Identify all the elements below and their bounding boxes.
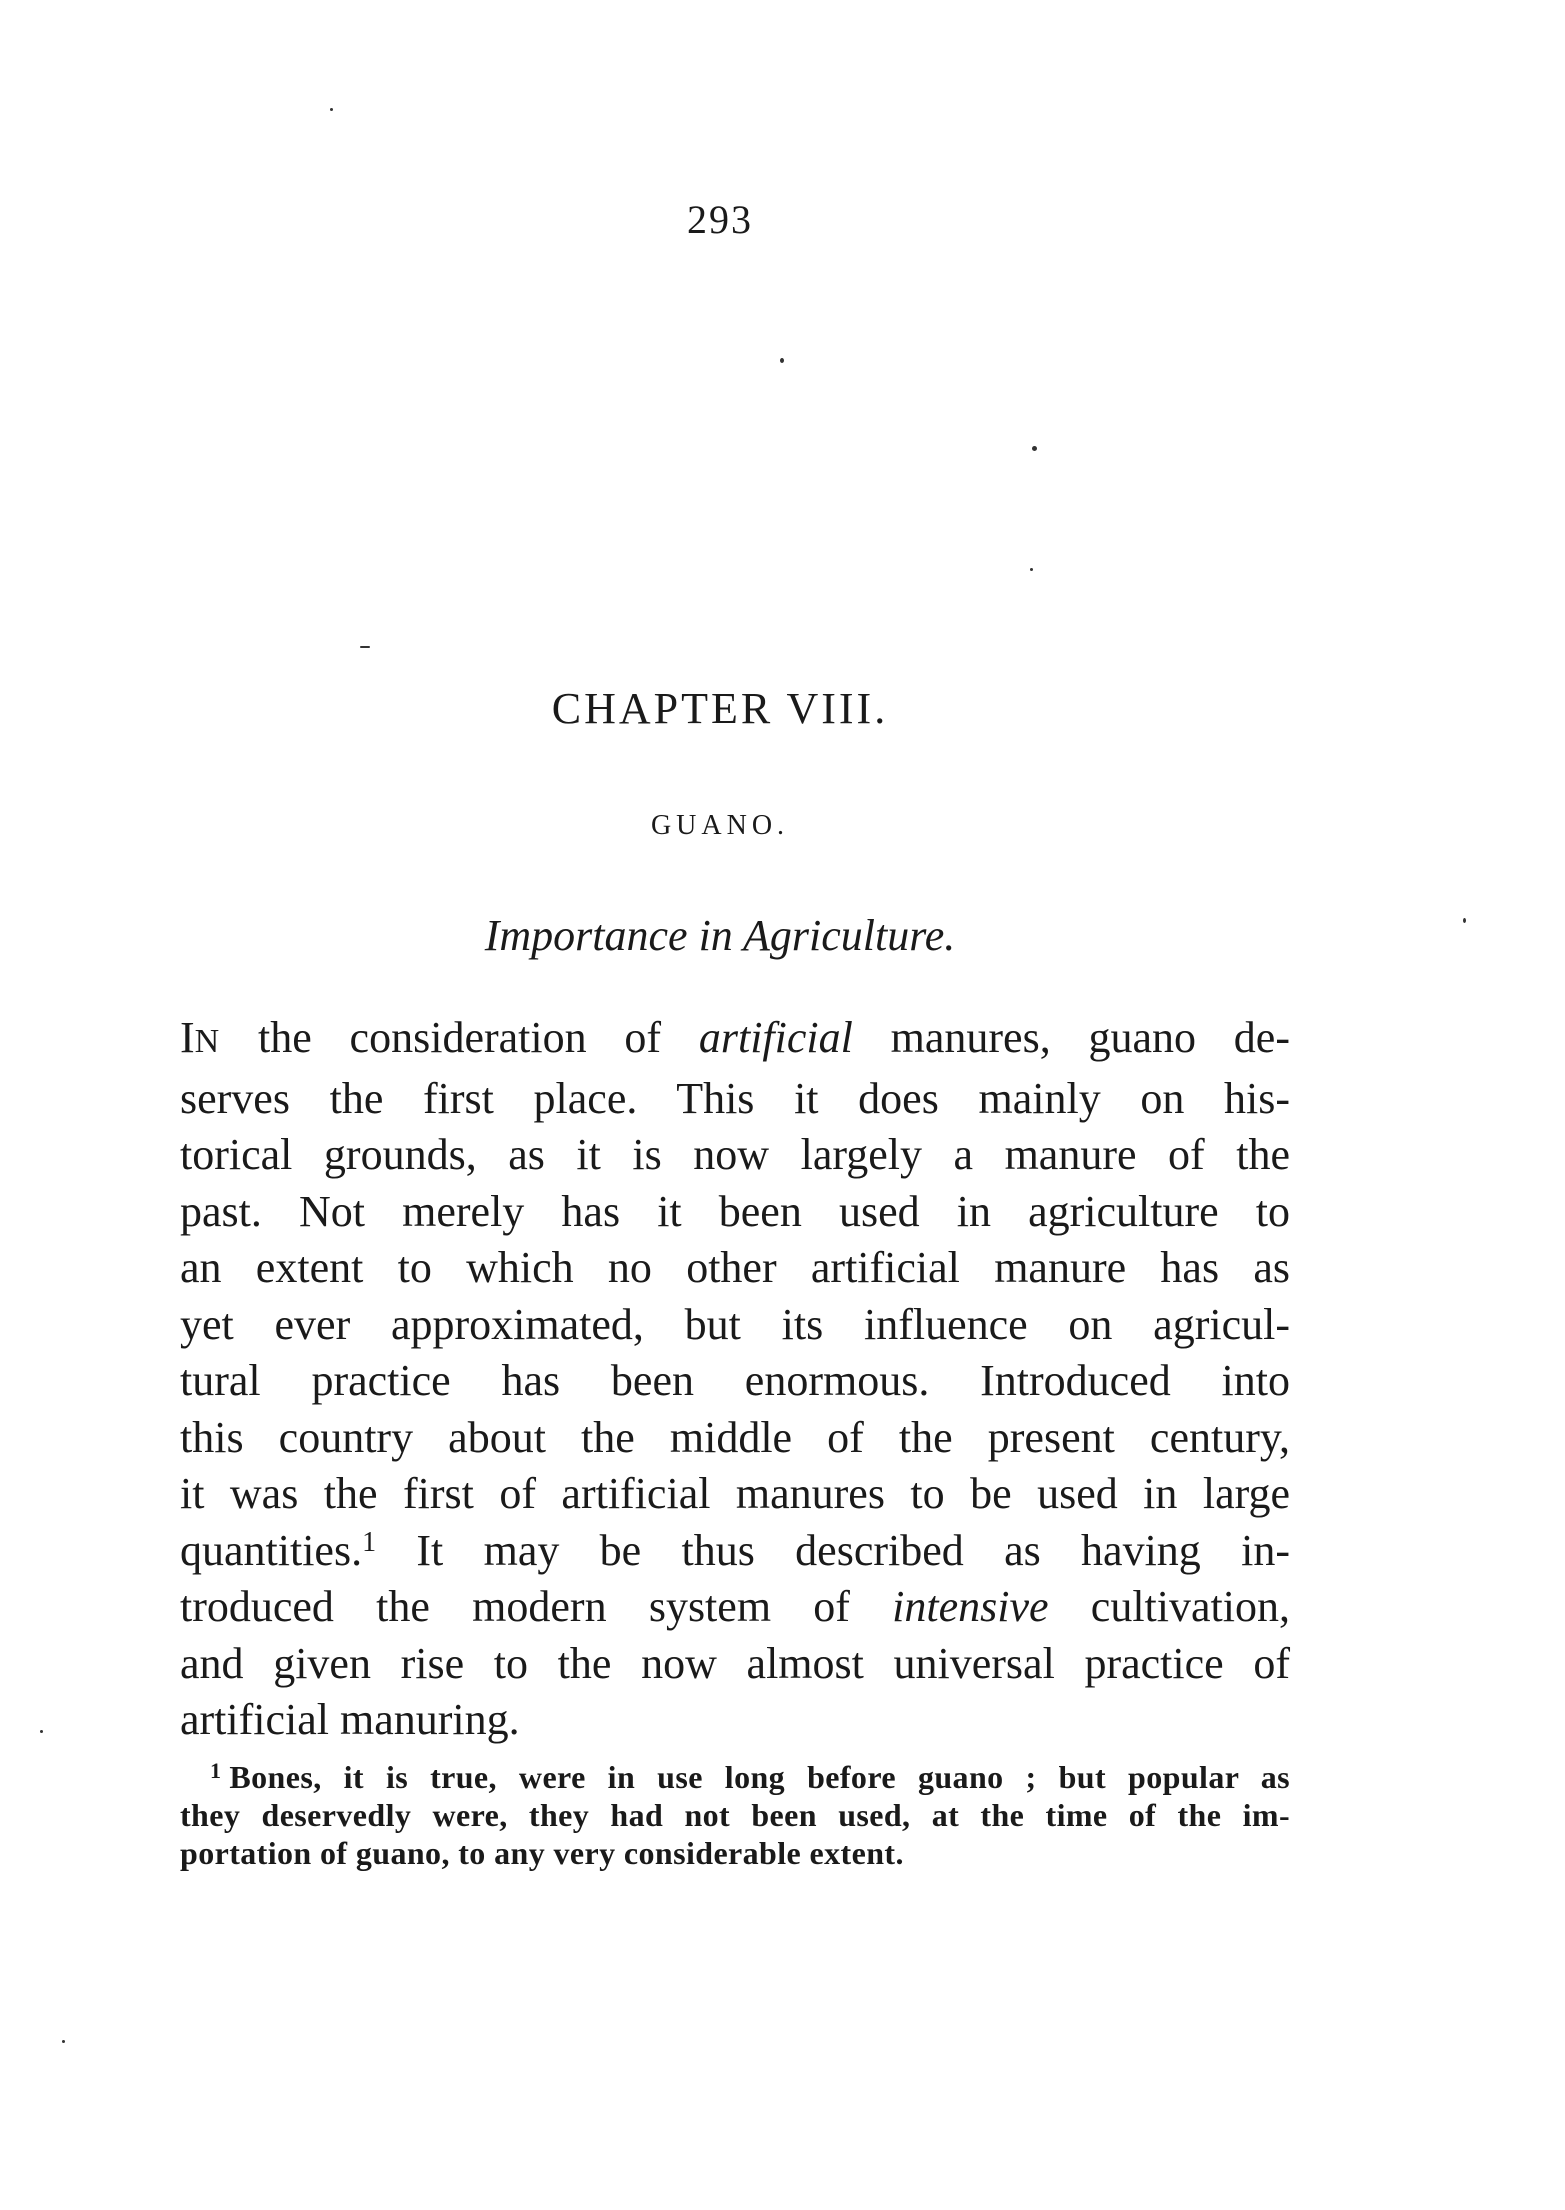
footnote-line: portation of guano, to any very considerable extent.: [180, 1835, 904, 1871]
body-paragraph: [180, 1010, 1290, 1749]
emphasis-text: intensive: [892, 1582, 1049, 1631]
footnote-line: [180, 1758, 1290, 1796]
body-line: and given rise to the now almost universal practice of: [180, 1638, 1290, 1688]
body-line: tural practice has been enormous. Introduced into: [180, 1356, 1290, 1405]
body-line: torical grounds, as it is now largely a manure of the: [180, 1130, 1290, 1179]
dropcap-rest: N: [194, 1023, 221, 1060]
body-line: serves the first place. This it does mainly on his-: [180, 1073, 1290, 1123]
body-line: [180, 1523, 1290, 1580]
body-line: an extent to which no other artificial manure has as: [180, 1243, 1290, 1292]
footnote-mark: 1: [210, 1758, 222, 1783]
scan-speck: [1463, 918, 1466, 923]
scan-speck: [1032, 446, 1037, 451]
emphasis-text: artificial: [698, 1013, 853, 1062]
footnote: [180, 1758, 1290, 1872]
footnote-line: they deservedly were, they had not been used, at the time of the im-: [180, 1797, 1290, 1833]
body-line: [180, 1579, 1290, 1636]
footnote-reference: 1: [362, 1526, 377, 1558]
scan-speck: [1030, 568, 1033, 571]
body-line: yet ever approximated, but its influence on agricul-: [180, 1299, 1290, 1349]
footnote-line-text: Bones, it is true, were in use long before guano ; but popular as: [229, 1759, 1290, 1795]
body-line: this country about the middle of the present century,: [180, 1412, 1290, 1462]
scan-speck: [360, 646, 370, 648]
body-line: artificial manuring.: [180, 1695, 520, 1744]
scan-speck: [40, 1730, 43, 1733]
subheading: Importance in Agriculture.: [484, 911, 956, 960]
scan-speck: [780, 358, 784, 363]
body-line-text: troduced the modern system of: [180, 1582, 893, 1631]
body-line-text: cultivation,: [1048, 1582, 1290, 1631]
body-line-text: manures, guano de-: [852, 1013, 1290, 1062]
body-line-text: quantities.: [180, 1525, 363, 1575]
body-line: it was the first of artificial manures to be used in large: [180, 1469, 1290, 1518]
body-line: [180, 1010, 1290, 1071]
body-line: past. Not merely has it been used in agriculture to: [180, 1186, 1290, 1236]
chapter-heading: CHAPTER VIII.: [551, 684, 889, 733]
body-line-text: It may be thus described as having in-: [376, 1525, 1290, 1575]
body-line-text: the consideration of: [258, 1013, 699, 1062]
scan-speck: [62, 2040, 65, 2043]
page-number: 293: [687, 197, 753, 242]
section-heading: GUANO.: [650, 810, 790, 841]
scan-speck: [330, 108, 333, 111]
dropcap-first: I: [180, 1013, 195, 1062]
